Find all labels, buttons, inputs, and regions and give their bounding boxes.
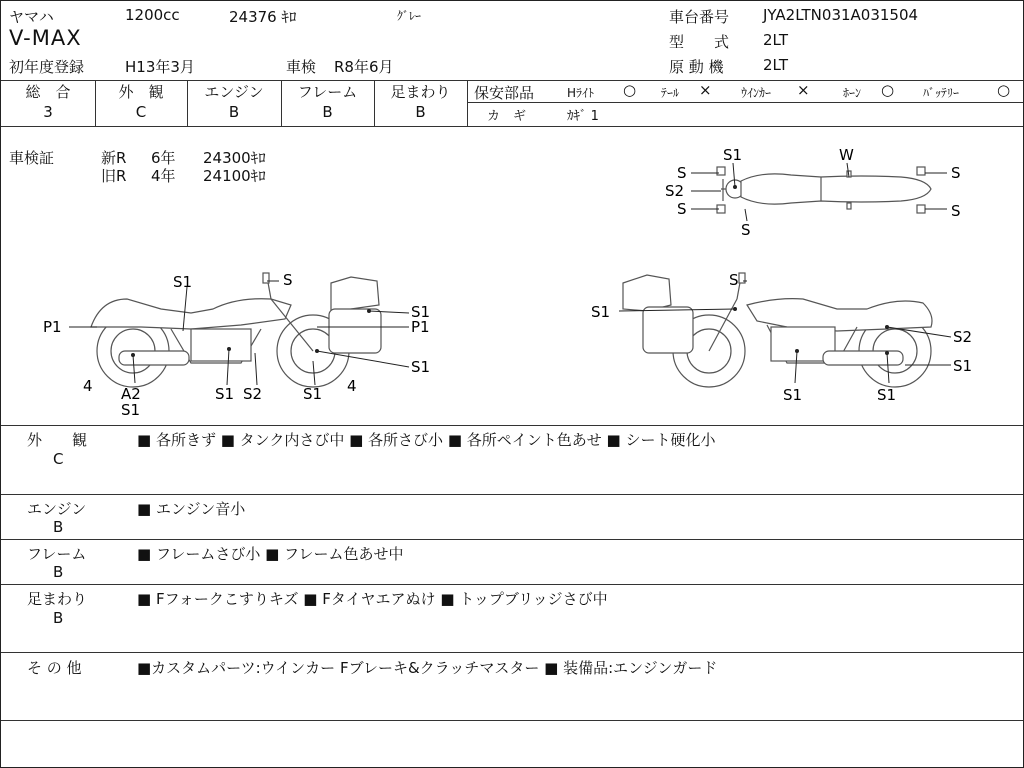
damage-label: S1 bbox=[215, 385, 235, 403]
pointer-dot bbox=[885, 325, 889, 329]
left-view-diagram bbox=[41, 269, 461, 421]
divider bbox=[1, 539, 1023, 540]
divider bbox=[1, 126, 1023, 127]
safety-label: 保安部品 bbox=[474, 84, 535, 102]
inspection-value: R8年6月 bbox=[334, 58, 394, 76]
divider bbox=[467, 102, 1023, 103]
engine-shape bbox=[191, 329, 251, 361]
frame-no-value: JYA2LTN031A031504 bbox=[763, 6, 919, 24]
damage-label: S2 bbox=[665, 182, 685, 200]
shaken-label: 車検証 bbox=[9, 149, 55, 167]
shaken-new-km: 24300ｷﾛ bbox=[203, 149, 266, 167]
safety-mark-ok: ○ bbox=[623, 81, 637, 99]
damage-label: S bbox=[729, 271, 739, 289]
winker-shape bbox=[917, 205, 925, 213]
inspection-label: 車検 bbox=[286, 58, 317, 76]
body-shape bbox=[91, 299, 291, 329]
section-name-suspension: 足まわり bbox=[27, 590, 88, 608]
safety-item-name: ﾃｰﾙ bbox=[661, 86, 680, 100]
section-name-other: そ の 他 bbox=[27, 659, 82, 677]
maker: ヤマハ bbox=[9, 8, 54, 26]
damage-label: S1 bbox=[723, 146, 743, 164]
safety-mark-ok: ○ bbox=[997, 81, 1011, 99]
first-reg-label: 初年度登録 bbox=[9, 58, 85, 76]
windscreen-shape bbox=[623, 275, 671, 311]
damage-label: S2 bbox=[243, 385, 263, 403]
damage-label: S1 bbox=[411, 303, 431, 321]
first-reg-value: H13年3月 bbox=[125, 58, 195, 76]
right-view-diagram bbox=[587, 269, 987, 409]
type-label: 型 式 bbox=[669, 33, 730, 51]
damage-label: 4 bbox=[83, 377, 93, 395]
type-value: 2LT bbox=[763, 31, 788, 49]
fairing-shape bbox=[329, 309, 381, 353]
top-view-diagram bbox=[661, 141, 1001, 241]
grade-value-exterior: C bbox=[135, 103, 147, 121]
damage-label: S1 bbox=[877, 386, 897, 404]
engine-value: 2LT bbox=[763, 56, 788, 74]
shaken-old-label: 旧R bbox=[101, 167, 127, 185]
damage-label: S bbox=[283, 271, 293, 289]
fork-shape bbox=[709, 299, 737, 351]
safety-mark-ng: × bbox=[797, 81, 810, 99]
pointer bbox=[255, 353, 257, 385]
damage-label: S bbox=[951, 164, 961, 182]
shaken-new-label: 新R bbox=[101, 149, 127, 167]
divider bbox=[1, 720, 1023, 721]
damage-label: 4 bbox=[347, 377, 357, 395]
muffler-shape bbox=[823, 351, 903, 365]
damage-label: S1 bbox=[303, 385, 323, 403]
pointer-dot bbox=[227, 347, 231, 351]
body-shape bbox=[747, 299, 932, 331]
pointer-dot bbox=[315, 349, 319, 353]
color: ｸﾞﾚｰ bbox=[397, 9, 422, 23]
damage-label: S bbox=[677, 164, 687, 182]
section-text-exterior: ■ 各所きず ■ タンク内さび中 ■ 各所さび小 ■ 各所ペイント色あせ ■ シート硬化小 bbox=[137, 431, 716, 449]
damage-label: S1 bbox=[411, 358, 431, 376]
windscreen-shape bbox=[331, 277, 379, 313]
peg-shape bbox=[847, 203, 851, 209]
damage-label: S1 bbox=[121, 401, 141, 419]
mirror-shape bbox=[717, 167, 725, 175]
winker-shape bbox=[917, 167, 925, 175]
key-value: ｶｷﾞ 1 bbox=[567, 109, 599, 124]
body-shape bbox=[741, 174, 931, 204]
section-grade-suspension: B bbox=[53, 609, 64, 627]
damage-label: S1 bbox=[953, 357, 973, 375]
grade-label-frame: フレーム bbox=[297, 83, 358, 101]
damage-label: A2 bbox=[121, 385, 141, 403]
damage-label: P1 bbox=[43, 318, 62, 336]
safety-item-name: Hﾗｲﾄ bbox=[567, 86, 595, 100]
damage-label: W bbox=[839, 146, 854, 164]
displacement: 1200cc bbox=[125, 6, 180, 24]
grade-value-total: 3 bbox=[43, 103, 53, 121]
pointer bbox=[745, 209, 747, 221]
damage-label: S2 bbox=[953, 328, 973, 346]
damage-label: S1 bbox=[173, 273, 193, 291]
pointer bbox=[887, 327, 951, 337]
damage-label: S1 bbox=[591, 303, 611, 321]
section-grade-exterior: C bbox=[53, 450, 64, 468]
divider bbox=[1, 494, 1023, 495]
section-name-frame: フレーム bbox=[27, 545, 87, 563]
shaken-old-km: 24100ｷﾛ bbox=[203, 167, 266, 185]
pointer-dot bbox=[885, 351, 889, 355]
section-name-exterior: 外 観 bbox=[27, 431, 88, 449]
safety-mark-ok: ○ bbox=[881, 81, 895, 99]
damage-label: S1 bbox=[783, 386, 803, 404]
safety-mark-ng: × bbox=[699, 81, 712, 99]
pointer-dot bbox=[733, 307, 737, 311]
shaken-new-year: 6年 bbox=[151, 149, 176, 167]
damage-label: S bbox=[741, 221, 751, 239]
muffler-shape bbox=[119, 351, 189, 365]
safety-item-name: ﾎｰﾝ bbox=[843, 86, 862, 100]
mileage: 24376 ｷﾛ bbox=[229, 8, 297, 26]
section-grade-engine: B bbox=[53, 518, 64, 536]
section-text-frame: ■ フレームさび小 ■ フレーム色あせ中 bbox=[137, 545, 404, 563]
safety-item-name: ﾊﾞｯﾃﾘｰ bbox=[923, 86, 960, 100]
fairing-shape bbox=[643, 307, 693, 353]
section-text-other: ■カスタムパーツ:ウインカー Fブレーキ&クラッチマスター ■ 装備品:エンジンガード bbox=[137, 659, 718, 677]
grade-value-suspension: B bbox=[415, 103, 426, 121]
grade-label-total: 総 合 bbox=[25, 83, 71, 101]
safety-item-name: ｳｲﾝｶｰ bbox=[741, 86, 772, 100]
damage-label: S bbox=[677, 200, 687, 218]
pointer-dot bbox=[733, 185, 737, 189]
damage-label: P1 bbox=[411, 318, 430, 336]
frame-no-label: 車台番号 bbox=[669, 8, 730, 26]
divider bbox=[1, 584, 1023, 585]
divider bbox=[1, 425, 1023, 426]
grade-label-suspension: 足まわり bbox=[390, 83, 451, 101]
section-name-engine: エンジン bbox=[27, 500, 87, 518]
section-text-engine: ■ エンジン音小 bbox=[137, 500, 246, 518]
pointer-dot bbox=[131, 353, 135, 357]
grade-label-exterior: 外 観 bbox=[118, 83, 164, 101]
engine-label: 原 動 機 bbox=[669, 58, 724, 76]
pointer-dot bbox=[367, 309, 371, 313]
model-name: V-MAX bbox=[9, 26, 82, 50]
grade-value-engine: B bbox=[228, 103, 240, 121]
section-grade-frame: B bbox=[53, 563, 64, 581]
divider bbox=[1, 652, 1023, 653]
key-label: カ ギ bbox=[487, 109, 527, 124]
divider bbox=[467, 80, 468, 126]
grade-label-engine: エンジン bbox=[204, 83, 264, 101]
pointer-dot bbox=[795, 349, 799, 353]
damage-label: S bbox=[951, 202, 961, 220]
shaken-old-year: 4年 bbox=[151, 167, 176, 185]
section-text-suspension: ■ Fフォークこすりキズ ■ Fタイヤエアぬけ ■ トップブリッジさび中 bbox=[137, 590, 608, 608]
grade-value-frame: B bbox=[322, 103, 333, 121]
